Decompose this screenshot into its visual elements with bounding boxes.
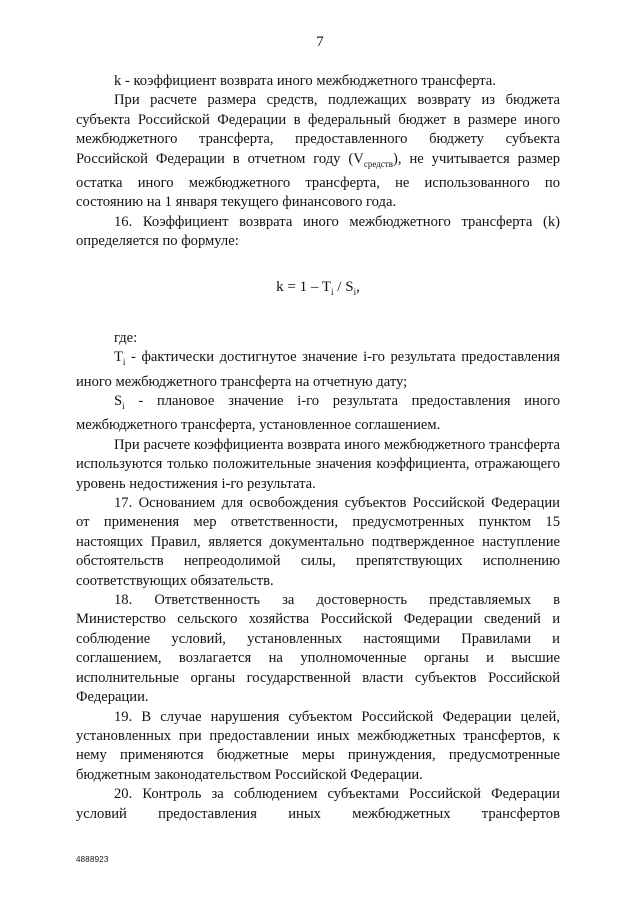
formula-lhs: k = 1 – T [276,278,332,295]
symbol-sub-i: i [122,357,126,368]
paragraph-text: При расчете размера средств, подлежащих возврату из бюджета субъекта Российской Федерации в федеральный бюджет в размере иного межбюджетного трансферта, предоставленного бюджету субъекта Российской Федерации в отчетном году (V [76,92,560,167]
document-body [76,72,560,824]
paragraph-20: 20. Контроль за соблюдением субъектами Российской Федерации условий предоставления иных межбюджетных трансфертов [76,786,560,822]
formula-mid: / S [333,278,354,295]
paragraph-16: 16. Коэффициент возврата иного межбюджетного трансферта (k) определяется по формуле: [76,213,560,250]
paragraph-text: ), не учитывается размер остатка иного межбюджетного трансферта, не использованного по состоянию на 1 января текущего финансового года. [76,150,560,211]
paragraph-return-calculation [76,91,560,212]
paragraph-si-definition [76,392,560,436]
formula [76,278,560,302]
paragraph-ti-definition [76,348,560,392]
formula-sub-i: i [353,286,357,297]
subscript-sredstv: средств [363,158,393,169]
paragraph-where: где: [114,329,138,346]
formula-sub-i: i [331,286,334,297]
paragraph-k-definition: k - коэффициент возврата иного межбюджетного трансферта. [114,73,496,89]
document-id: 4888923 [76,855,109,864]
paragraph-positive-values: При расчете коэффициента возврата иного межбюджетного трансферта используются только положительные значения коэффициента, отражающего уровень недостижения i-го результата. [76,436,560,492]
paragraph-18: 18. Ответственность за достоверность представляемых в Министерство сельского хозяйства Российской Федерации сведений и соблюдение условий, установленных настоящими Правилами и соглашением, возлагается на уполномоченные органы и высшие исполнительные органы государственной власти субъектов Российской Федерации. [76,592,560,706]
paragraph-19: 19. В случае нарушения субъектом Российской Федерации целей, установленных при предоставлении иных межбюджетных трансфертов, к нему применяются бюджетные меры принуждения, предусмотренные бюджетным законодательством Российской Федерации. [76,708,560,783]
symbol-s: S [114,393,123,410]
paragraph-text: - плановое значение i-го результата предоставления иного межбюджетного трансферта, установленное соглашением. [76,393,560,434]
formula-end: , [356,278,360,295]
symbol-sub-i: i [122,401,125,411]
paragraph-17: 17. Основанием для освобождения субъектов Российской Федерации от применения мер ответственности, предусмотренных пунктом 15 настоящих Правил, является документально подтвержденное наступление обстоятельств непреодолимой силы, препятствующих исполнению соответствующих обязательств. [76,495,560,589]
paragraph-text: - фактически достигнутое значение i-го результата предоставления иного межбюджетного трансферта на отчетную дату; [76,349,560,390]
page-number: 7 [316,34,324,50]
symbol-t: T [114,349,123,366]
